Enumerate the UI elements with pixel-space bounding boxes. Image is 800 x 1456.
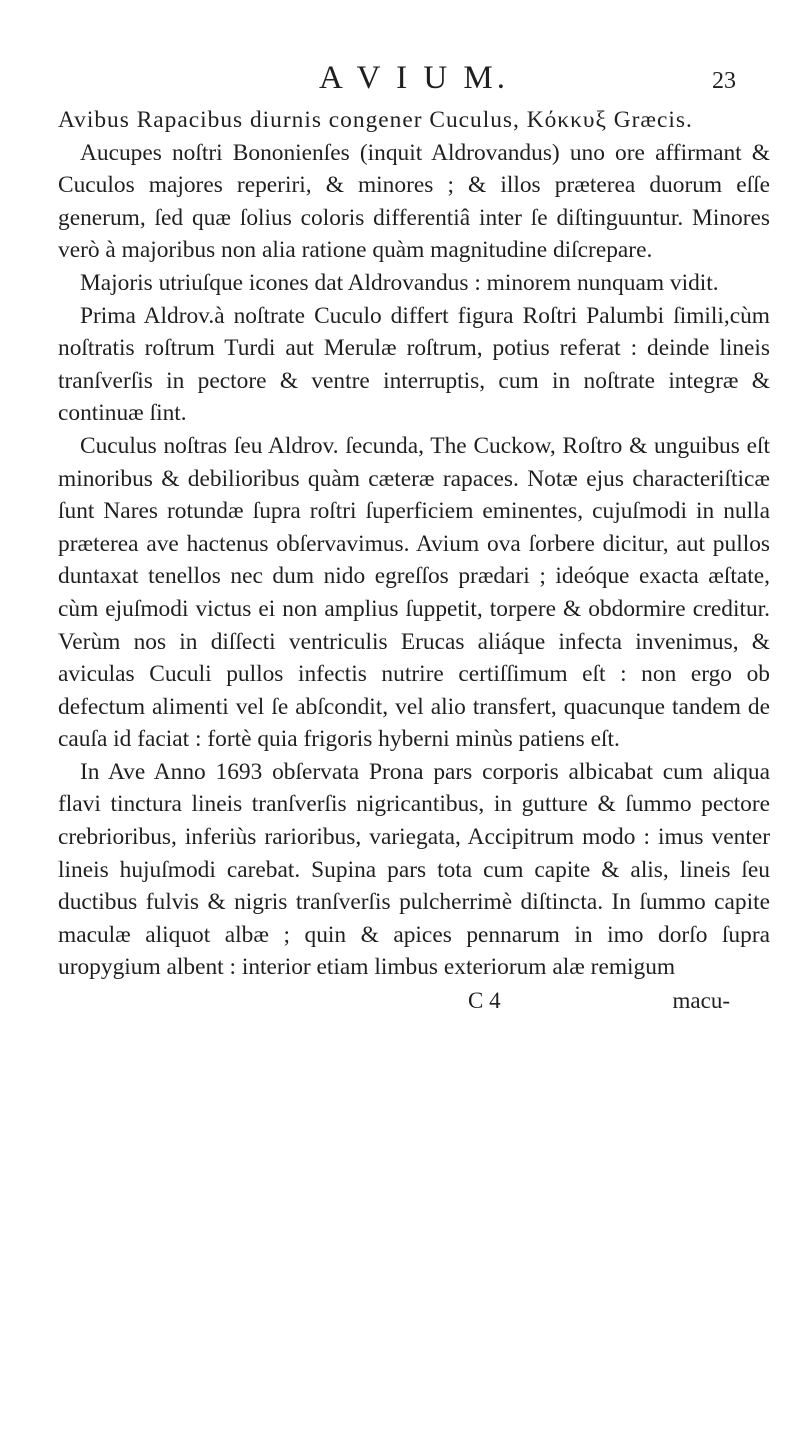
paragraph: Cuculus noſtras ſeu Aldrov. ſecunda, The Cuckow, Roſtro & unguibus eſt minoribus & debilioribus quàm cæteræ rapaces. Notæ ejus characteriſticæ ſunt Nares rotundæ ſupra roſtri ſuperficiem eminentes, cujuſmodi in nulla præterea ave hactenus obſervavimus. Avium ova ſorbere dicitur, aut pullos duntaxat tenellos nec dum nido egreſſos prædari ; ideóque exacta æſtate, cùm ejuſmodi victus ei non amplius ſuppetit, torpere & obdormire creditur. Verùm nos in diſſecti ventriculis Erucas aliáque infecta invenimus, & aviculas Cuculi pullos infectis nutrire certiſſimum eſt : non ergo ob defectum alimenti vel ſe abſcondit, vel alio transfert, quacunque tandem de cauſa id faciat : fortè quia frigoris hyberni minùs patiens eſt. — [58, 432, 770, 753]
page-footer — [58, 986, 770, 1020]
running-title: A V I U M. — [318, 60, 510, 96]
catchword: macu- — [672, 988, 730, 1014]
paragraph: Aucupes noſtri Bononienſes (inquit Aldrovandus) uno ore affirmant & Cuculos majores reperiri, & minores ; & illos præterea duorum eſſe generum, ſed quæ ſolius coloris differentiâ inter ſe diſtinguuntur. Minores verò à majoribus non alia ratione quàm magnitudine diſcrepare. — [58, 139, 770, 264]
running-head — [58, 60, 770, 100]
paragraph: Prima Aldrov.à noſtrate Cuculo differt figura Roſtri Palumbi ſimili,cùm noſtratis roſtrum Turdi aut Merulæ roſtrum, potius referat : deinde lineis tranſverſis in pectore & ventre interruptis, cum in noſtrate integræ & continuæ ſint. — [58, 302, 770, 427]
paragraph: In Ave Anno 1693 obſervata Prona pars corporis albicabat cum aliqua flavi tinctura lineis tranſverſis nigricantibus, in gutture & ſummo pectore crebrioribus, inferiùs rarioribus, variegata, Accipitrum modo : imus venter lineis hujuſmodi carebat. Supina pars tota cum capite & alis, lineis ſeu ductibus fulvis & nigris tranſverſis pulcherrimè diſtincta. In ſummo capite maculæ aliquot albæ ; quin & apices pennarum in imo dorſo ſupra uropygium albent : interior etiam limbus exteriorum alæ remigum — [58, 758, 770, 981]
paragraph: Majoris utriuſque icones dat Aldrovandus : minorem nunquam vidit. — [80, 269, 719, 296]
paragraph-heading: Avibus Rapacibus diurnis congener Cuculus, Κόκκυξ Græcis. — [58, 107, 693, 133]
page-number: 23 — [712, 68, 736, 94]
body-text — [58, 104, 770, 984]
signature-mark: C 4 — [468, 988, 501, 1014]
